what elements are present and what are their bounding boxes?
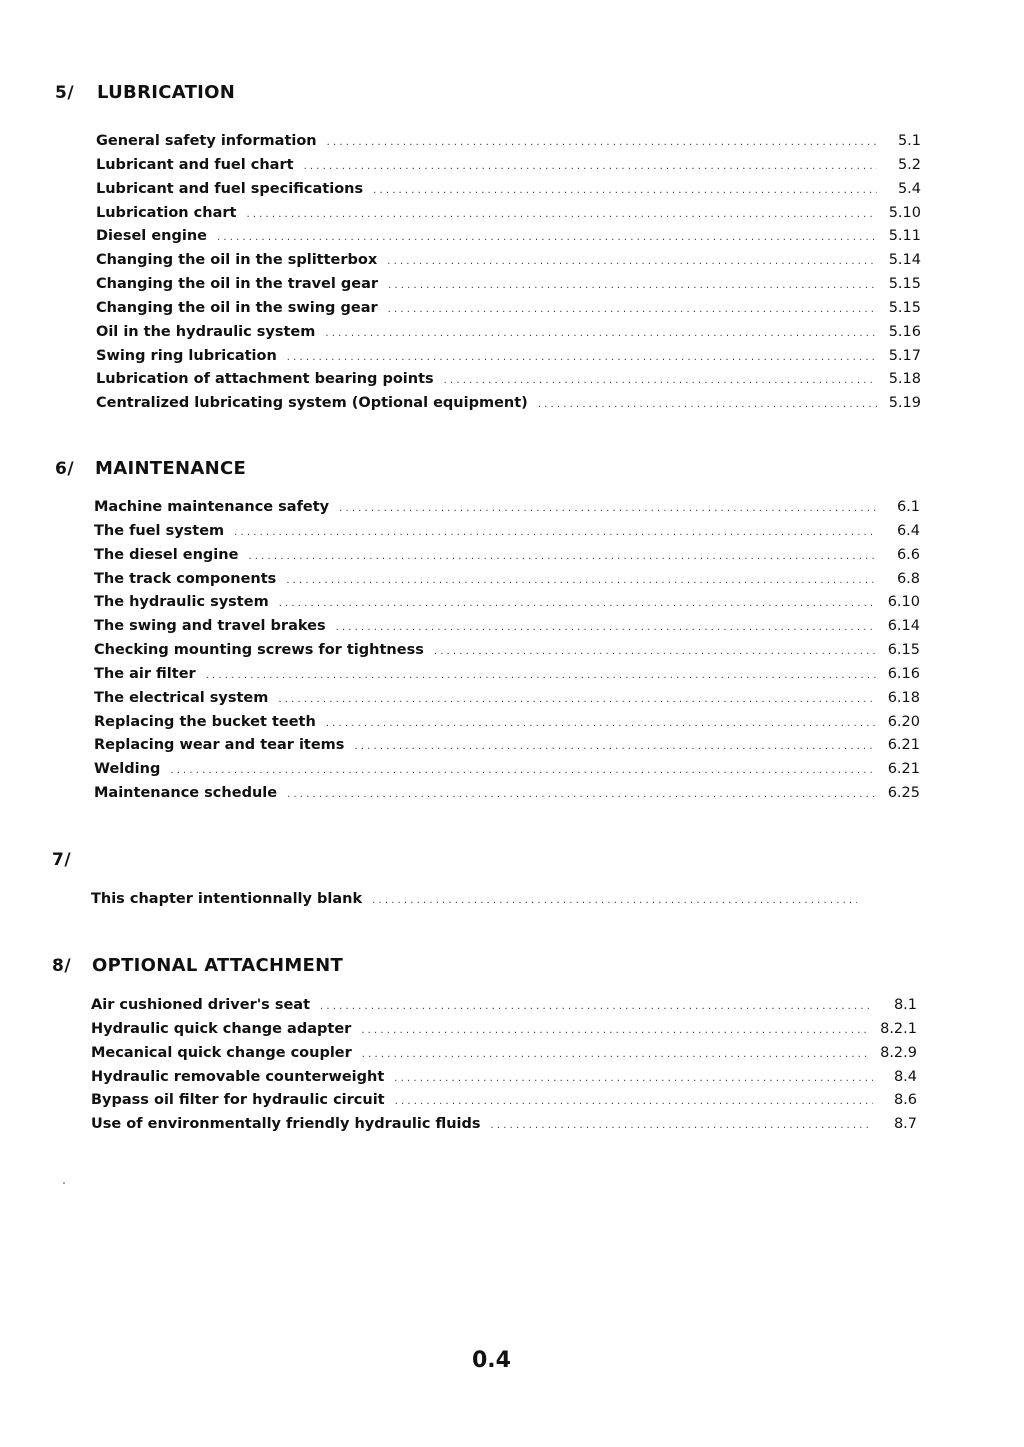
- toc-list: [91, 891, 901, 915]
- dot-leader: [320, 1001, 873, 1012]
- scan-speck: [63, 1182, 65, 1184]
- toc-entry: [96, 371, 921, 395]
- dot-leader: [361, 1025, 870, 1036]
- toc-entry: [91, 1021, 917, 1045]
- dot-leader: [372, 895, 857, 906]
- toc-entry-title: The track components: [94, 570, 277, 587]
- dot-leader: [395, 1096, 873, 1107]
- toc-entry: [96, 228, 921, 252]
- toc-entry-title: Lubricant and fuel specifications: [96, 180, 364, 197]
- page-number: 0.4: [472, 1348, 511, 1373]
- toc-entry-page: 8.2.9: [880, 1044, 917, 1061]
- toc-entry-title: Lubrication of attachment bearing points: [96, 371, 434, 388]
- toc-entry: [94, 618, 920, 642]
- toc-entry-page: 5.19: [888, 395, 921, 412]
- dot-leader: [387, 256, 877, 267]
- toc-entry-page: 5.10: [888, 204, 921, 221]
- toc-entry-page: 6.1: [896, 499, 920, 515]
- toc-entry: [96, 395, 921, 419]
- dot-leader: [170, 765, 876, 776]
- toc-entry: [94, 523, 920, 547]
- toc-entry-title: Maintenance schedule: [94, 785, 278, 802]
- toc-entry-page: 6.4: [896, 522, 920, 539]
- dot-leader: [434, 646, 876, 657]
- toc-entry: [96, 252, 921, 276]
- toc-list: [94, 499, 920, 809]
- toc-entry-title: The diesel engine: [94, 546, 239, 563]
- toc-entry: [94, 594, 920, 618]
- toc-entry: [91, 1069, 917, 1093]
- toc-list: [96, 133, 921, 419]
- dot-leader: [217, 232, 877, 243]
- toc-entry: [94, 499, 920, 523]
- toc-entry-title: Machine maintenance safety: [94, 499, 330, 515]
- dot-leader: [444, 375, 877, 386]
- dot-leader: [336, 622, 876, 633]
- toc-entry-title: Swing ring lubrication: [96, 347, 277, 364]
- toc-entry-page: 6.21: [887, 737, 920, 754]
- toc-entry-page: 6.18: [887, 689, 920, 706]
- dot-leader: [304, 161, 877, 172]
- toc-entry-title: Mecanical quick change coupler: [91, 1044, 352, 1061]
- toc-entry-page: 5.1: [897, 133, 921, 149]
- dot-leader: [325, 328, 877, 339]
- toc-entry-title: Use of environmentally friendly hydraulic fluids: [91, 1116, 481, 1133]
- toc-entry: [91, 891, 901, 915]
- toc-entry: [94, 642, 920, 666]
- toc-entry: [96, 348, 921, 372]
- toc-entry: [96, 324, 921, 348]
- toc-entry: [94, 761, 920, 785]
- toc-entry-title: Lubricant and fuel chart: [96, 156, 294, 173]
- toc-entry: [96, 157, 921, 181]
- dot-leader: [286, 575, 876, 586]
- toc-entry-title: Replacing the bucket teeth: [94, 713, 316, 730]
- toc-entry-page: 5.11: [888, 228, 921, 245]
- toc-entry: [94, 547, 920, 571]
- toc-entry-page: 8.6: [893, 1092, 917, 1109]
- chapter-number: 5/: [55, 83, 75, 103]
- toc-entry-page: 6.8: [896, 570, 920, 587]
- toc-entry-page: 6.14: [887, 618, 920, 635]
- toc-entry: [96, 300, 921, 324]
- dot-leader: [354, 741, 876, 752]
- toc-entry-title: The hydraulic system: [94, 594, 269, 611]
- dot-leader: [388, 280, 877, 291]
- toc-entry-title: The fuel system: [94, 522, 225, 539]
- dot-leader: [287, 789, 876, 800]
- chapter-title: MAINTENANCE: [95, 458, 247, 479]
- toc-entry-title: General safety information: [96, 133, 317, 149]
- toc-entry-page: 6.21: [887, 761, 920, 778]
- toc-entry: [91, 997, 917, 1021]
- toc-entry-page: 8.2.1: [880, 1020, 917, 1037]
- toc-entry-page: 5.16: [888, 323, 921, 340]
- toc-entry-page: 6.16: [887, 665, 920, 682]
- toc-entry-title: Lubrication chart: [96, 204, 237, 221]
- dot-leader: [538, 399, 877, 410]
- toc-entry-page: 8.1: [893, 997, 917, 1013]
- toc-entry-page: 5.14: [888, 252, 921, 269]
- dot-leader: [373, 185, 877, 196]
- toc-entry-title: Welding: [94, 761, 161, 778]
- toc-entry-page: 5.15: [888, 276, 921, 293]
- toc-entry: [96, 181, 921, 205]
- dot-leader: [327, 137, 877, 148]
- toc-entry-title: The air filter: [94, 665, 196, 682]
- toc-entry-page: 5.2: [897, 156, 921, 173]
- chapter-number: 6/: [55, 459, 75, 479]
- toc-entry-title: The electrical system: [94, 689, 269, 706]
- chapter-number: 8/: [52, 956, 72, 976]
- chapter-number: 7/: [52, 850, 72, 870]
- toc-entry-page: 5.15: [888, 299, 921, 316]
- toc-entry: [96, 133, 921, 157]
- dot-leader: [388, 304, 877, 315]
- toc-entry: [94, 714, 920, 738]
- toc-entry: [91, 1116, 917, 1140]
- toc-entry-title: Hydraulic removable counterweight: [91, 1068, 385, 1085]
- dot-leader: [394, 1073, 873, 1084]
- toc-entry: [91, 1092, 917, 1116]
- toc-entry: [94, 666, 920, 690]
- toc-entry-page: 5.18: [888, 371, 921, 388]
- dot-leader: [339, 503, 876, 514]
- toc-entry-title: The swing and travel brakes: [94, 618, 326, 635]
- dot-leader: [287, 352, 877, 363]
- chapter-title: OPTIONAL ATTACHMENT: [92, 955, 344, 976]
- toc-entry-title: Hydraulic quick change adapter: [91, 1020, 352, 1037]
- chapter-title: LUBRICATION: [97, 82, 236, 103]
- toc-entry-page: 8.7: [893, 1116, 917, 1133]
- toc-entry-title: Checking mounting screws for tightness: [94, 642, 424, 659]
- toc-entry: [96, 205, 921, 229]
- toc-entry-title: Diesel engine: [96, 228, 207, 245]
- toc-entry-page: 6.20: [887, 713, 920, 730]
- toc-list: [91, 997, 917, 1140]
- dot-leader: [326, 718, 876, 729]
- toc-entry: [94, 737, 920, 761]
- toc-entry-title: This chapter intentionnally blank: [91, 891, 363, 907]
- toc-entry-title: Replacing wear and tear items: [94, 737, 345, 754]
- dot-leader: [206, 670, 876, 681]
- toc-entry-title: Centralized lubricating system (Optional equipment): [96, 395, 528, 412]
- toc-entry: [91, 1045, 917, 1069]
- toc-entry-title: Changing the oil in the swing gear: [96, 299, 378, 316]
- toc-entry-page: 6.10: [887, 594, 920, 611]
- dot-leader: [362, 1049, 870, 1060]
- toc-entry-title: Changing the oil in the splitterbox: [96, 252, 378, 269]
- dot-leader: [279, 598, 876, 609]
- toc-entry-page: 6.6: [896, 546, 920, 563]
- toc-entry-title: Oil in the hydraulic system: [96, 323, 316, 340]
- toc-entry: [94, 571, 920, 595]
- dot-leader: [234, 527, 876, 538]
- toc-entry-title: Changing the oil in the travel gear: [96, 276, 379, 293]
- toc-entry-page: 5.4: [897, 180, 921, 197]
- dot-leader: [246, 209, 877, 220]
- toc-entry-page: 5.17: [888, 347, 921, 364]
- dot-leader: [278, 694, 876, 705]
- dot-leader: [248, 551, 876, 562]
- dot-leader: [491, 1120, 873, 1131]
- toc-entry: [94, 785, 920, 809]
- toc-entry: [96, 276, 921, 300]
- toc-entry-page: 6.25: [887, 785, 920, 802]
- toc-entry-title: Bypass oil filter for hydraulic circuit: [91, 1092, 385, 1109]
- toc-entry-title: Air cushioned driver's seat: [91, 997, 311, 1013]
- toc-entry: [94, 690, 920, 714]
- toc-entry-page: 8.4: [893, 1068, 917, 1085]
- toc-entry-page: 6.15: [887, 642, 920, 659]
